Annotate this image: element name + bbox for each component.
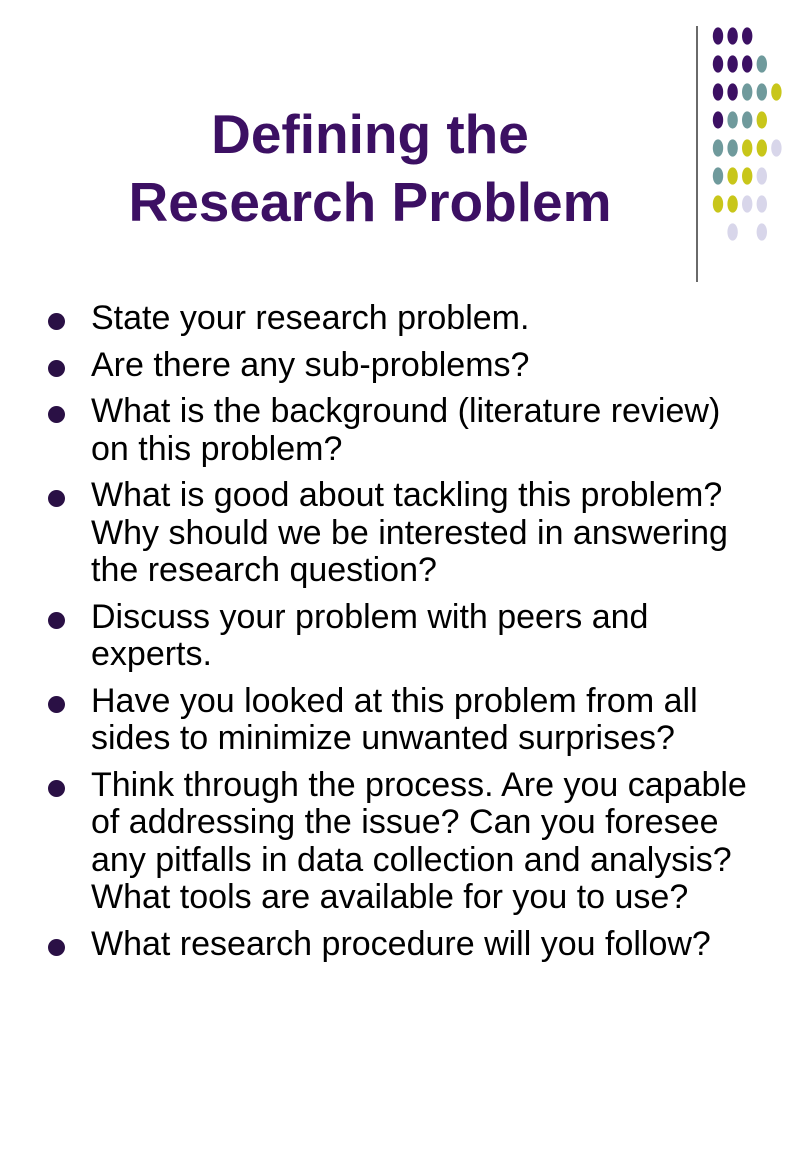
decorative-dot: [727, 55, 737, 72]
slide-title: [60, 100, 680, 236]
vertical-divider: [696, 26, 698, 282]
decorative-dot: [771, 139, 781, 156]
decorative-dot: [727, 139, 737, 156]
decorative-dot: [713, 55, 723, 72]
decorative-dot: [713, 27, 723, 44]
bullet-dot-icon: [48, 612, 65, 629]
bullet-item: [42, 767, 762, 917]
decorative-dot: [771, 83, 781, 100]
bullet-item: [42, 347, 762, 385]
decorative-dot: [727, 195, 737, 212]
decorative-dot: [757, 167, 767, 184]
bullet-dot-icon: [48, 313, 65, 330]
bullet-text: What is good about tackling this problem? Why should we be interested in answering the research question?: [91, 476, 728, 589]
decorative-dot: [727, 111, 737, 128]
decorative-dot: [757, 83, 767, 100]
decorative-dot: [757, 139, 767, 156]
decorative-dot: [713, 83, 723, 100]
bullet-dot-icon: [48, 780, 65, 797]
bullet-text: Have you looked at this problem from all sides to minimize unwanted surprises?: [91, 681, 698, 757]
decorative-dot: [713, 195, 723, 212]
bullet-text: Are there any sub-problems?: [91, 345, 530, 384]
title-line-2: Research Problem: [128, 171, 612, 233]
bullet-dot-icon: [48, 406, 65, 423]
bullet-item: [42, 926, 762, 964]
decorative-dot: [757, 55, 767, 72]
bullet-item: [42, 393, 762, 468]
bullet-text: What research procedure will you follow?: [91, 924, 711, 963]
decorative-dot: [742, 55, 752, 72]
bullet-list: [42, 300, 762, 972]
decorative-dot: [742, 167, 752, 184]
decorative-dot: [757, 111, 767, 128]
decorative-dot: [742, 83, 752, 100]
decorative-dot: [713, 139, 723, 156]
bullet-dot-icon: [48, 490, 65, 507]
decorative-dot: [713, 111, 723, 128]
decorative-dot: [742, 139, 752, 156]
bullet-text: Discuss your problem with peers and experts.: [91, 597, 649, 673]
decorative-dot: [713, 167, 723, 184]
decorative-dot: [757, 223, 767, 240]
decorative-dot: [727, 223, 737, 240]
decorative-dot: [742, 195, 752, 212]
bullet-item: [42, 477, 762, 590]
bullet-item: [42, 300, 762, 338]
decorative-dot: [727, 167, 737, 184]
bullet-text: What is the background (literature review) on this problem?: [91, 392, 721, 468]
decorative-dot: [742, 111, 752, 128]
title-line-1: Defining the: [211, 103, 529, 165]
decorative-dot: [727, 83, 737, 100]
bullet-dot-icon: [48, 696, 65, 713]
bullet-text: Think through the process. Are you capable of addressing the issue? Can you foresee any pitfalls in data collection and analysis? What tools are available for you to use?: [91, 765, 747, 916]
decorative-dot: [757, 195, 767, 212]
bullet-item: [42, 683, 762, 758]
bullet-text: State your research problem.: [91, 299, 530, 337]
bullet-dot-icon: [48, 360, 65, 377]
bullet-dot-icon: [48, 939, 65, 956]
decorative-dot: [742, 27, 752, 44]
bullet-item: [42, 599, 762, 674]
decorative-dot: [727, 27, 737, 44]
